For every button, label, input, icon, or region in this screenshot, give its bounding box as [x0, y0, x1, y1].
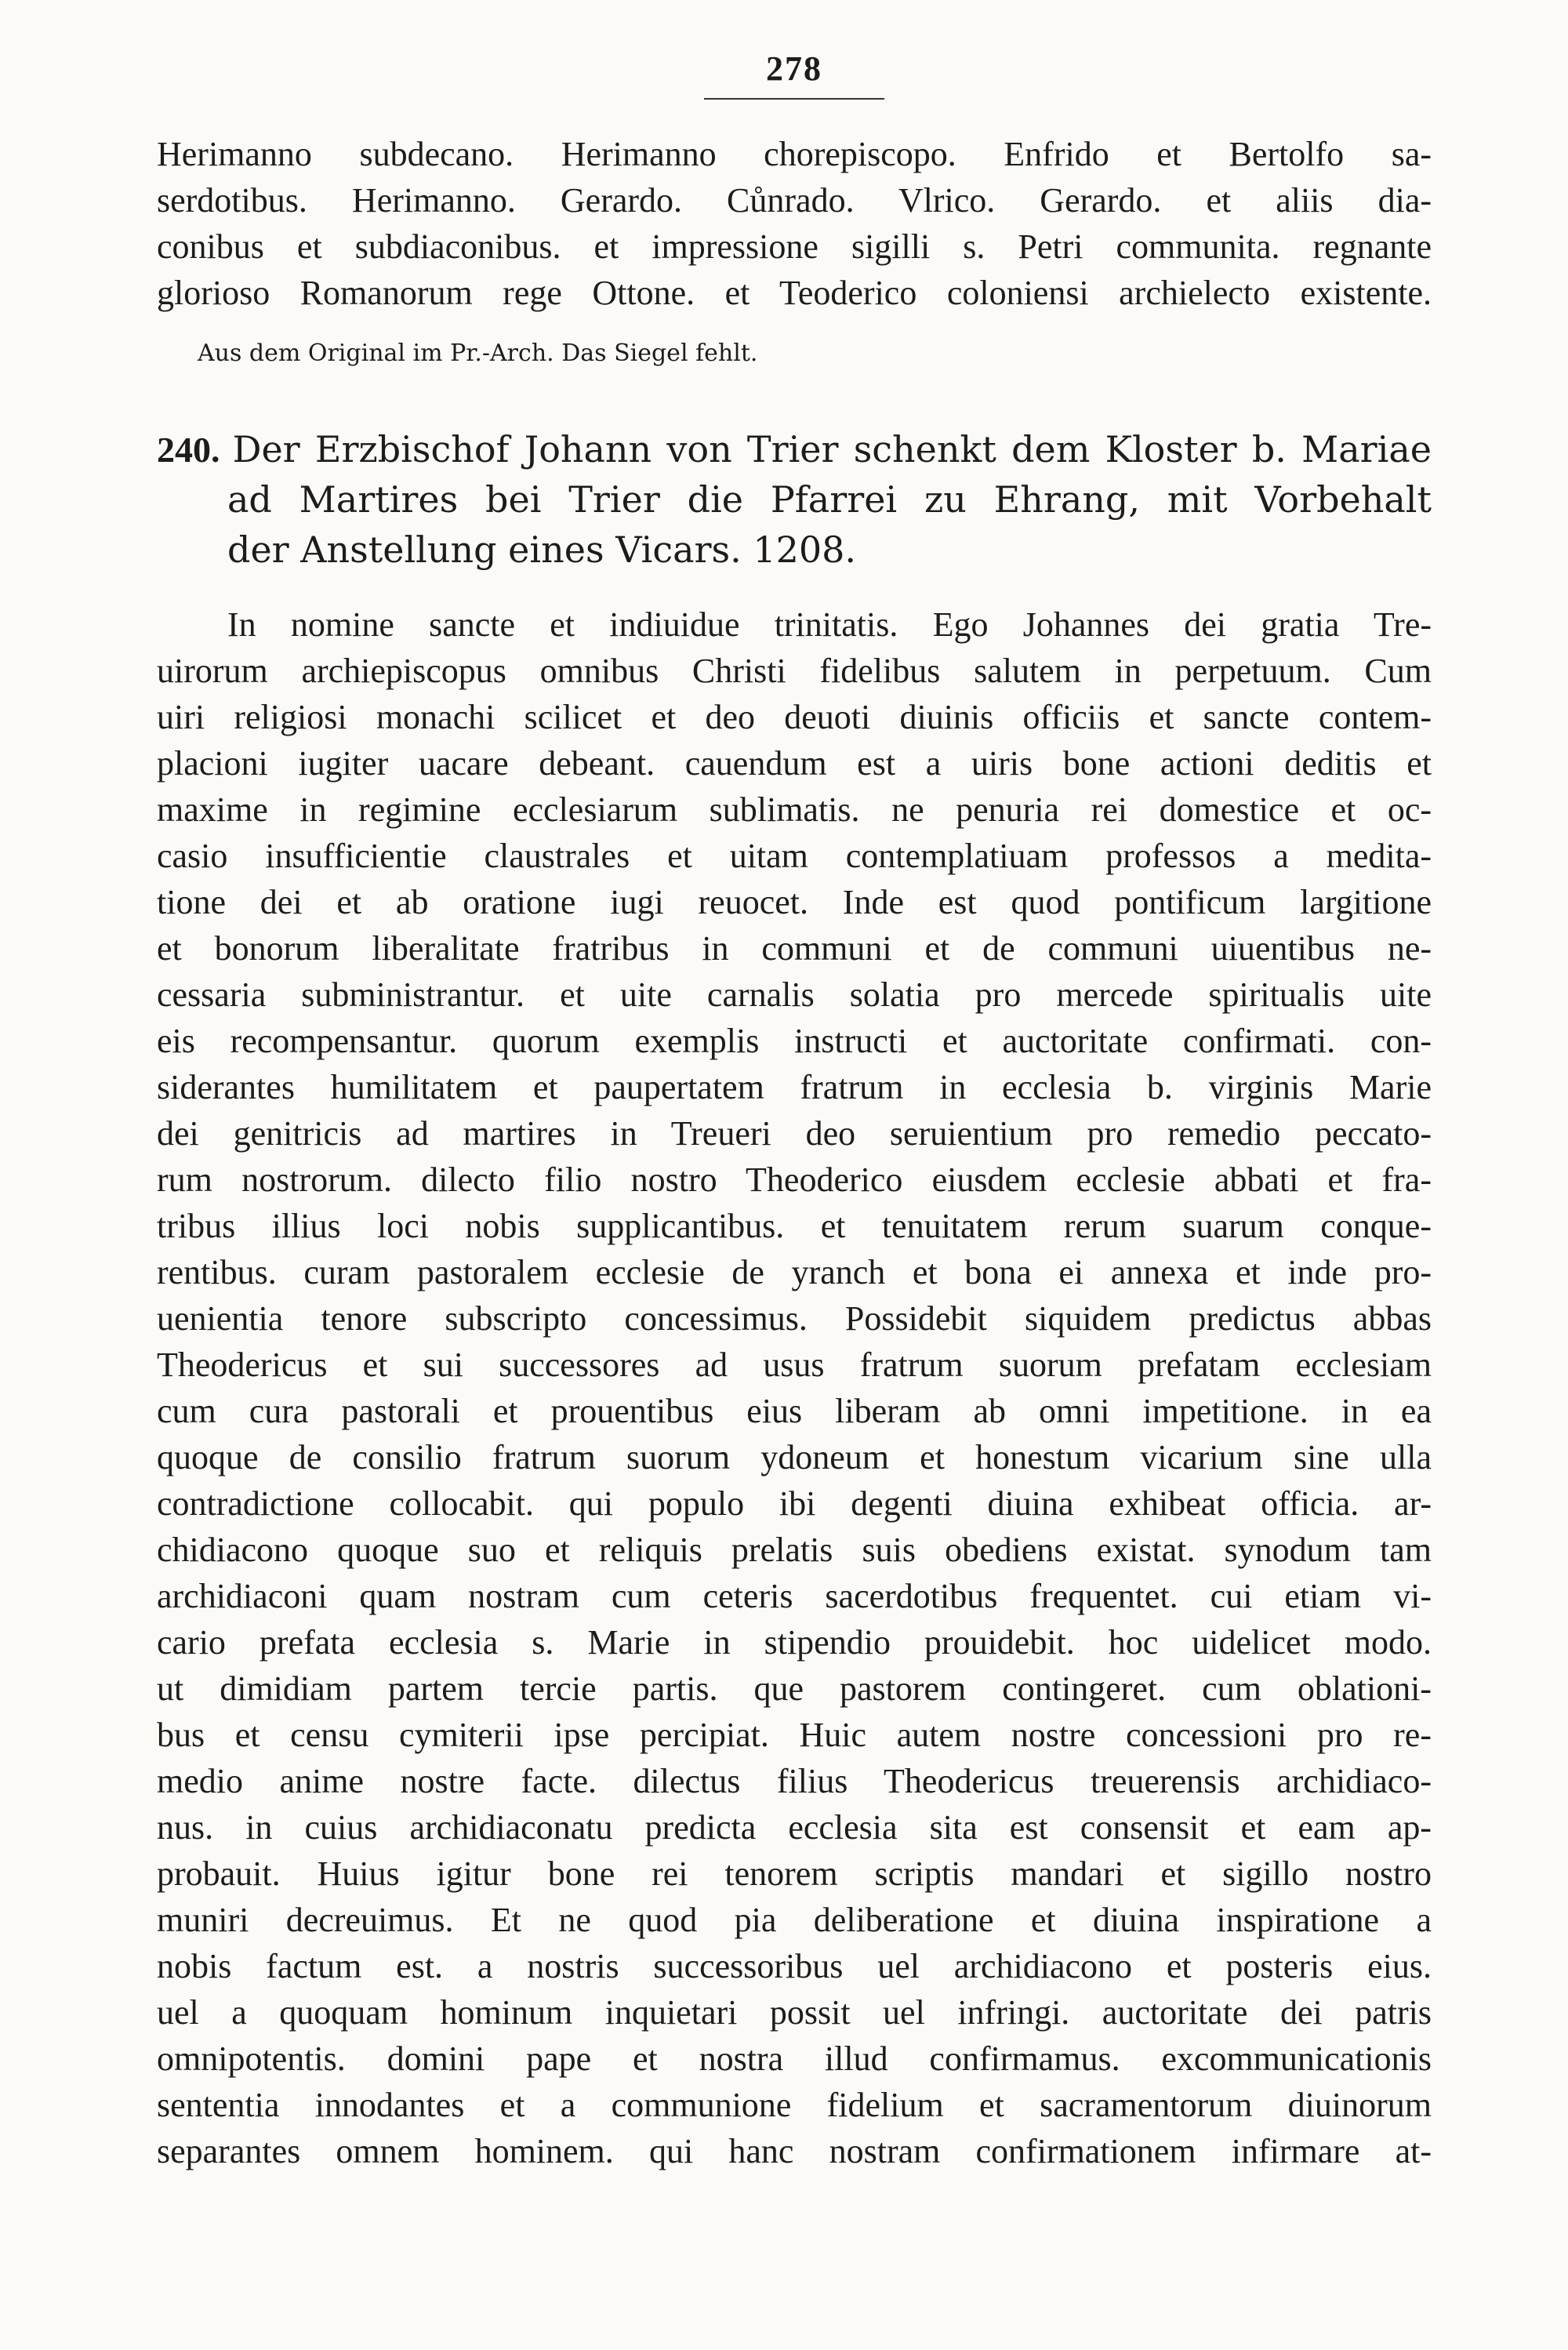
body-line-26: medio anime nostre facte. dilectus filius Theodericus treuerensis archidiaco-: [157, 1762, 1432, 1800]
body-line-3: uiri religiosi monachi scilicet et deo deuoti diuinis officiis et sancte contem-: [157, 698, 1432, 736]
body-line-11: siderantes humilitatem et paupertatem fratrum in ecclesia b. virginis Marie: [157, 1068, 1432, 1106]
opening-line-3: conibus et subdiaconibus. et impressione sigilli s. Petri communita. regnante: [157, 227, 1432, 266]
body-line-29: muniri decreuimus. Et ne quod pia deliberatione et diuina inspiratione a: [157, 1901, 1432, 1939]
body-line-19: quoque de consilio fratrum suorum ydoneum et honestum vicarium sine ulla: [157, 1438, 1432, 1476]
body-line-33: sententia innodantes et a communione fidelium et sacramentorum diuinorum: [157, 2086, 1432, 2124]
body-line-34: separantes omnem hominem. qui hanc nostram confirmationem infirmare at-: [157, 2132, 1432, 2170]
body-line-25: bus et censu cymiterii ipse percipiat. Huic autem nostre concessioni pro re-: [157, 1716, 1432, 1754]
heading-line-1: [157, 424, 1432, 474]
body-line-13: rum nostrorum. dilecto filio nostro Theoderico eiusdem ecclesie abbati et fra-: [157, 1160, 1432, 1199]
source-note: Aus dem Original im Pr.-Arch. Das Siegel fehlt.: [198, 340, 758, 367]
body-line-30: nobis factum est. a nostris successoribus uel archidiacono et posteris eius.: [157, 1947, 1432, 1985]
body-line-21: chidiacono quoque suo et reliquis prelatis suis obediens existat. synodum tam: [157, 1531, 1432, 1569]
body-line-6: casio insufficientie claustrales et uitam contemplatiuam professos a medita-: [157, 837, 1432, 875]
body-line-32: omnipotentis. domini pape et nostra illud confirmamus. excommunicationis: [157, 2039, 1432, 2078]
document-heading: [157, 424, 1432, 575]
body-line-27: nus. in cuius archidiaconatu predicta ecclesia sita est consensit et eam ap-: [157, 1808, 1432, 1847]
body-line-5: maxime in regimine ecclesiarum sublimatis. ne penuria rei domestice et oc-: [157, 790, 1432, 829]
body-line-2: uirorum archiepiscopus omnibus Christi fidelibus salutem in perpetuum. Cum: [157, 652, 1432, 690]
body-line-10: eis recompensantur. quorum exemplis instructi et auctoritate confirmati. con-: [157, 1022, 1432, 1060]
body-line-15: rentibus. curam pastoralem ecclesie de yranch et bona ei annexa et inde pro-: [157, 1253, 1432, 1291]
opening-line-2: serdotibus. Herimanno. Gerardo. Cůnrado. Vlrico. Gerardo. et aliis dia-: [157, 181, 1432, 220]
body-line-18: cum cura pastorali et prouentibus eius liberam ab omni impetitione. in ea: [157, 1392, 1432, 1430]
heading-line-2: ad Martires bei Trier die Pfarrei zu Ehrang, mit Vorbehalt: [227, 478, 1432, 521]
body-line-12: dei genitricis ad martires in Treueri deo seruientium pro remedio peccato-: [157, 1114, 1432, 1153]
heading-text-1: Der Erzbischof Johann von Trier schenkt dem Kloster b. Mariae: [232, 428, 1432, 470]
body-line-7: tione dei et ab oratione iugi reuocet. Inde est quod pontificum largitione: [157, 883, 1432, 921]
body-line-14: tribus illius loci nobis supplicantibus. et tenuitatem rerum suarum conque-: [157, 1207, 1432, 1245]
heading-line-3: der Anstellung eines Vicars. 1208.: [227, 528, 857, 571]
body-line-23: cario prefata ecclesia s. Marie in stipendio prouidebit. hoc uidelicet modo.: [157, 1623, 1432, 1662]
opening-line-1: Herimanno subdecano. Herimanno chorepiscopo. Enfrido et Bertolfo sa-: [157, 135, 1432, 173]
body-line-24: ut dimidiam partem tercie partis. que pastorem contingeret. cum oblationi-: [157, 1669, 1432, 1708]
body-line-4: placioni iugiter uacare debeant. cauendum est a uiris bone actioni deditis et: [157, 744, 1432, 783]
body-line-16: uenientia tenore subscripto concessimus. Possidebit siquidem predictus abbas: [157, 1299, 1432, 1338]
page-number: 278: [766, 49, 822, 88]
body-line-1: In nomine sancte et indiuidue trinitatis. Ego Johannes dei gratia Tre-: [227, 605, 1432, 644]
body-line-22: archidiaconi quam nostram cum ceteris sacerdotibus frequentet. cui etiam vi-: [157, 1577, 1432, 1615]
opening-line-4: glorioso Romanorum rege Ottone. et Teoderico coloniensi archielecto existente.: [157, 274, 1432, 312]
body-line-31: uel a quoquam hominum inquietari possit uel infringi. auctoritate dei patris: [157, 1993, 1432, 2032]
body-line-28: probauit. Huius igitur bone rei tenorem scriptis mandari et sigillo nostro: [157, 1854, 1432, 1893]
charter-text: [157, 601, 1432, 2174]
page: [157, 31, 1432, 2174]
body-line-8: et bonorum liberalitate fratribus in communi et de communi uiuentibus ne-: [157, 929, 1432, 968]
body-line-9: cessaria subministrantur. et uite carnalis solatia pro mercede spiritualis uite: [157, 975, 1432, 1014]
body-line-20: contradictione collocabit. qui populo ibi degenti diuina exhibeat officia. ar-: [157, 1484, 1432, 1523]
page-number-rule: [704, 98, 884, 100]
document-number: 240.: [157, 430, 220, 470]
opening-paragraph: [157, 131, 1432, 316]
body-line-17: Theodericus et sui successores ad usus fratrum suorum prefatam ecclesiam: [157, 1346, 1432, 1384]
